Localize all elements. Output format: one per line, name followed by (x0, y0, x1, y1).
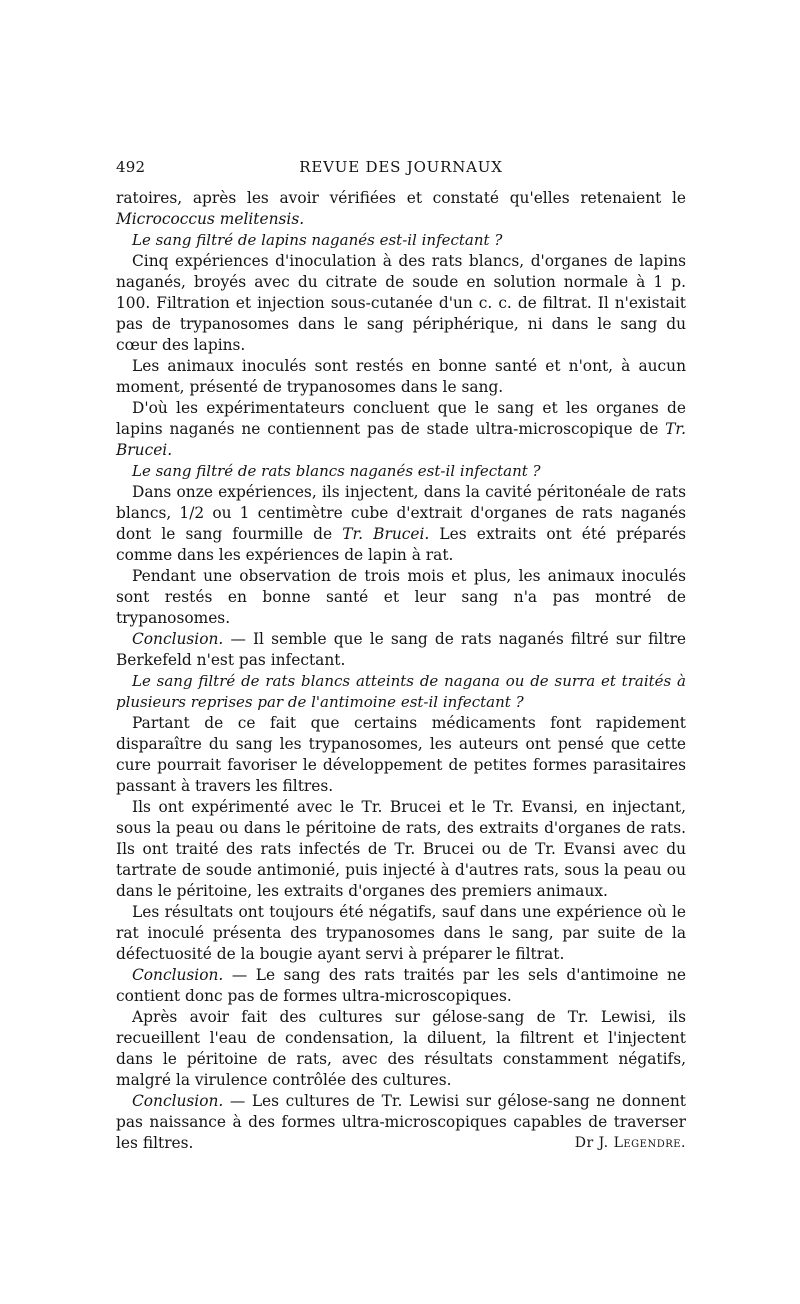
paragraph: Ils ont expérimenté avec le Tr. Brucei et le Tr. Evansi, en injectant, sous la peau ou dans le péritoine de rats, des extraits d'organes de rats. Ils ont traité des rats infectés de Tr. Brucei ou de Tr. Evansi avec du tartrate de soude antimonié, puis injecté à d'autres rats, sous la peau ou dans le péritoine, les extraits d'organes des premiers animaux. (116, 798, 686, 900)
running-header (116, 158, 686, 182)
conclusion-label: Conclusion. (132, 966, 224, 984)
paragraph: Après avoir fait des cultures sur gélose-sang de Tr. Lewisi, ils recueillent l'eau de condensation, la diluent, la filtrent et l'injectent dans le péritoine de rats, avec des résultats constamment négatifs, malgré la virulence contrôlée des cultures. (116, 1008, 686, 1089)
paragraph: Pendant une observation de trois mois et plus, les animaux inoculés sont restés en bonne santé et leur sang n'a pas montré de trypanosomes. (116, 567, 686, 627)
paragraph: ratoires, après les avoir vérifiées et constaté qu'elles retenaient le Micrococcus melitensis. (116, 189, 686, 228)
article-body (116, 188, 686, 1154)
conclusion-label: Conclusion. (132, 1092, 224, 1110)
conclusion-label: Conclusion. (132, 630, 224, 648)
conclusion-paragraph: Conclusion. — Il semble que le sang de rats naganés filtré sur filtre Berkefeld n'est pas infectant. (116, 630, 686, 669)
question-heading: Le sang filtré de lapins naganés est-il infectant ? (132, 231, 503, 249)
question-heading: Le sang filtré de rats blancs naganés est-il infectant ? (132, 462, 541, 480)
conclusion-paragraph: Conclusion. — Le sang des rats traités par les sels d'antimoine ne contient donc pas de formes ultra-microscopiques. (116, 966, 686, 1005)
paragraph: D'où les expérimentateurs concluent que le sang et les organes de lapins naganés ne contiennent pas de stade ultra-microscopique de Tr. Brucei. (116, 399, 686, 459)
author-signature: Dr J. Legendre. (574, 1135, 686, 1151)
conclusion-paragraph: Conclusion. — Les cultures de Tr. Lewisi sur gélose-sang ne donnent pas naissance à des formes ultra-microscopiques capables de traverser les filtres. Dr J. Legendre. (116, 1092, 686, 1152)
paragraph: Partant de ce fait que certains médicaments font rapidement disparaître du sang les trypanosomes, les auteurs ont pensé que cette cure pourrait favoriser le développement de petites formes parasitaires passant à travers les filtres. (116, 714, 686, 795)
question-heading: Le sang filtré de rats blancs atteints de nagana ou de surra et traités à plusieurs reprises par de l'antimoine est-il infectant ? (116, 672, 686, 711)
paragraph: Dans onze expériences, ils injectent, dans la cavité péritonéale de rats blancs, 1/2 ou 1 centimètre cube d'extrait d'organes de rats naganés dont le sang fourmille de Tr. Brucei. Les extraits ont été préparés comme dans les expériences de lapin à rat. (116, 483, 686, 564)
page-number: 492 (116, 158, 146, 176)
paragraph: Les résultats ont toujours été négatifs, sauf dans une expérience où le rat inoculé présenta des trypanosomes dans le sang, par suite de la défectuosité de la bougie ayant servi à préparer le filtrat. (116, 903, 686, 963)
paragraph: Les animaux inoculés sont restés en bonne santé et n'ont, à aucun moment, présenté de trypanosomes dans le sang. (116, 357, 686, 396)
running-title: REVUE DES JOURNAUX (299, 158, 503, 176)
paragraph: Cinq expériences d'inoculation à des rats blancs, d'organes de lapins naganés, broyés avec du citrate de soude en solution normale à 1 p. 100. Filtration et injection sous-cutanée d'un c. c. de filtrat. Il n'existait pas de trypanosomes dans le sang périphérique, ni dans le sang du cœur des lapins. (116, 252, 686, 354)
